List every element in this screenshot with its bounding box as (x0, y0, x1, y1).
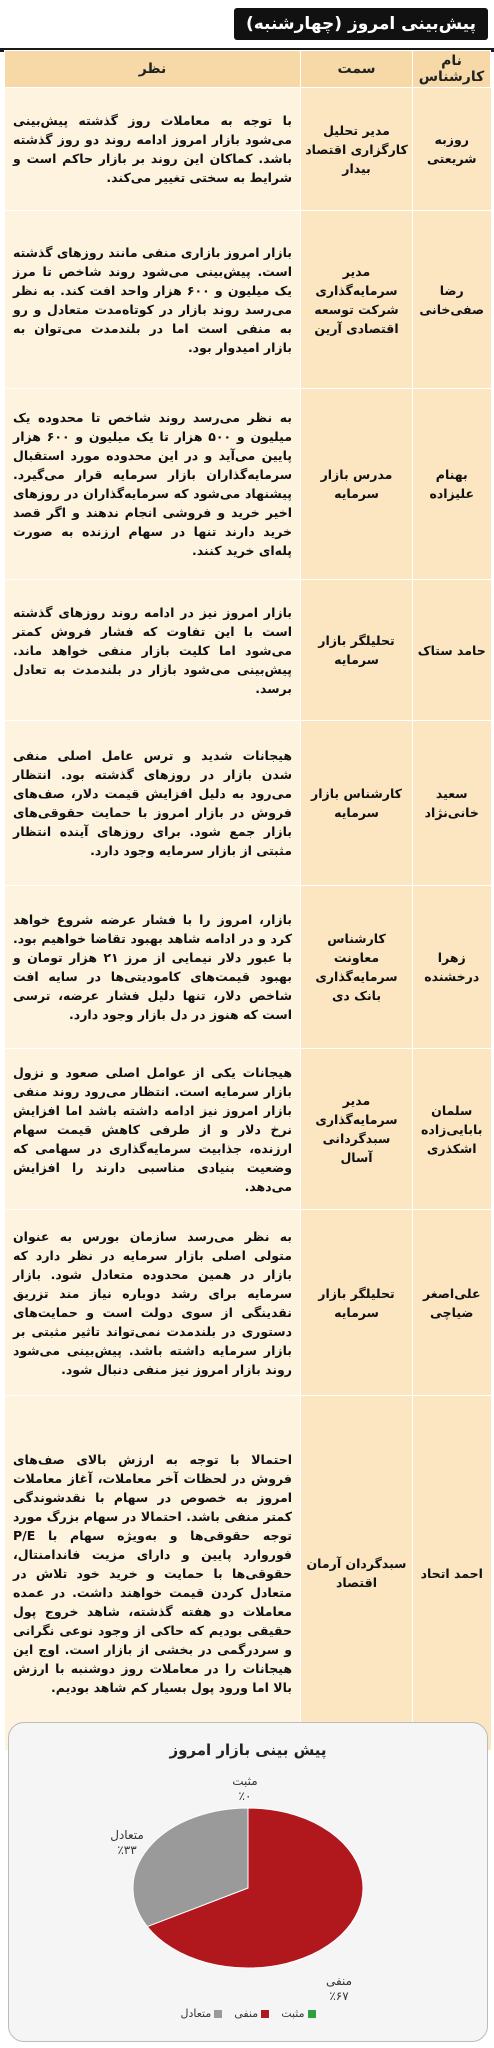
expert-name: رضا صفی‌خانی (413, 211, 491, 389)
table-header-row (5, 51, 491, 88)
slice-value-label-0: ٪۰ (238, 1789, 252, 1803)
expert-position: تحلیلگر بازار سرمایه (301, 1210, 413, 1396)
legend-item-1 (234, 2007, 269, 2020)
expert-position: کارشناس معاونت سرمایه‌گذاری بانک دی (301, 886, 413, 1049)
expert-view: بازار، امروز را با فشار عرضه شروع خواهد کرد و در ادامه شاهد بهبود تقاضا خواهیم بود. با عبور دلار نیمایی از مرز ۲۱ هزار تومان و بهبود قیمت‌های کامودیتی‌ها در سایه افت شاخص دلار، تنها دلیل فشار عرضه، ترسی است که هنوز در دل بازار وجود دارد. (5, 886, 301, 1049)
slice-value-label-2: ٪۳۳ (117, 1843, 137, 1857)
expert-position: مدیر سرمایه‌گذاری شرکت توسعه اقتصادی آرین (301, 211, 413, 389)
legend-label-2: متعادل (180, 2007, 212, 2020)
slice-value-label-1: ٪۶۷ (329, 1989, 349, 2003)
column-header-name: نام کارشناس (413, 51, 491, 88)
legend-item-0 (281, 2007, 315, 2020)
expert-name: روزبه شریعتی (413, 88, 491, 211)
expert-name: زهرا درخشنده (413, 886, 491, 1049)
slice-label-2: متعادل (110, 1828, 144, 1842)
legend-swatch-2 (214, 2010, 222, 2018)
expert-name: سلمان بابایی‌زاده اشکذری (413, 1049, 491, 1210)
forecast-pie-chart (8, 1722, 488, 2042)
column-header-view: نظر (5, 51, 301, 88)
legend-label-0: مثبت (281, 2007, 305, 2020)
expert-view: هیجانات شدید و ترس عامل اصلی منفی شدن بازار در روزهای گذشته بود. انتظار می‌رود به دلیل افزایش قیمت دلار، صف‌های فروش در بازار امروز با حمایت حقوقی‌های بازار جمع شود. برای روزهای آینده انتظار مثبتی از بازار سرمایه وجود دارد. (5, 721, 301, 886)
table-row (5, 721, 491, 886)
expert-name: بهنام علیزاده (413, 389, 491, 580)
table-row (5, 211, 491, 389)
header-bar (0, 0, 494, 52)
legend-label-1: منفی (234, 2007, 259, 2020)
pie-chart-svg (9, 1723, 487, 2041)
legend-swatch-1 (261, 2010, 269, 2018)
expert-position: مدیر تحلیل کارگزاری اقتصاد بیدار (301, 88, 413, 211)
expert-position: مدرس بازار سرمایه (301, 389, 413, 580)
expert-name: حامد ستاک (413, 580, 491, 721)
column-header-position: سمت (301, 51, 413, 88)
expert-position: مدیر سرمایه‌گذاری سبدگردانی آسال (301, 1049, 413, 1210)
expert-view: به نظر می‌رسد روند شاخص تا محدوده یک میلیون و ۵۰۰ هزار تا یک میلیون و ۶۰۰ هزار پایین می‌آید و در این محدوده مورد استقبال سرمایه‌گذاران بازار سرمایه قرار می‌گیرد. پیشنهاد می‌شود که سرمایه‌گذاران در روزهای اخیر خرید و فروشی انجام ندهند و اگر قصد خرید دارند تنها در سهام ارزنده به صورت پله‌ای خرید کنند. (5, 389, 301, 580)
expert-view: احتمالا با توجه به ارزش بالای صف‌های فروش در لحظات آخر معاملات، آغاز معاملات امروز به خصوص در سهام با نقدشوندگی کمتر منفی باشد. احتمالا در سهام بزرگ مورد توجه حقوقی‌ها و به‌ویژه سهام با P/E فوروارد پایین و دارای مزیت فاندامنتال، حقوقی‌ها با حمایت و خرید خود تلاش در متعادل کردن قیمت خواهند داشت. در عمده معاملات دو هفته گذشته، شاهد خروج پول حقیقی بودیم که حاکی از وجود نوعی نگرانی و سردرگمی در بخشی از بازار است. اوج این هیجانات را در معاملات روز دوشنبه با ارزش بالا اما ورود پول بسیار کم شاهد بودیم. (5, 1396, 301, 1751)
table-row (5, 389, 491, 580)
slice-label-1: منفی (325, 1974, 353, 1988)
legend-item-2 (180, 2007, 222, 2020)
expert-name: احمد اتحاد (413, 1396, 491, 1751)
expert-view: بازار امروز نیز در ادامه روند روزهای گذشته است با این تفاوت که فشار فروش کمتر می‌شود اما کلیت بازار منفی خواهد ماند. پیش‌بینی می‌شود بازار در بلندمدت به تعادل برسد. (5, 580, 301, 721)
expert-view: هیجانات یکی از عوامل اصلی صعود و نزول بازار سرمایه است. انتظار می‌رود روند منفی بازار امروز نیز ادامه داشته باشد اما افزایش نرخ دلار و از طرفی کاهش قیمت سهام ارزنده، جذابیت سرمایه‌گذاری در سهامی که وضعیت بنیادی مناسبی دارند را افزایش می‌دهد. (5, 1049, 301, 1210)
expert-position: سبدگردان آرمان اقتصاد (301, 1396, 413, 1751)
experts-table (4, 50, 491, 1751)
page-title: پیش‌بینی امروز (چهارشنبه) (234, 8, 488, 40)
expert-view: به نظر می‌رسد سازمان بورس به عنوان متولی اصلی بازار سرمایه در نظر دارد که بازار در همین محدوده متعادل شود. بازار سرمایه برای رشد دوباره نیاز مند تزریق نقدینگی از سوی دولت است و حمایت‌های دستوری در بلندمدت نمی‌تواند تاثیر مثبتی بر بازار سرمایه داشته باشد. پیش‌بینی می‌شود روند بازار امروز نیز منفی دنبال شود. (5, 1210, 301, 1396)
expert-position: تحلیلگر بازار سرمایه (301, 580, 413, 721)
table-row (5, 1396, 491, 1751)
table-row (5, 580, 491, 721)
expert-name: علی‌اصغر ضیاچی (413, 1210, 491, 1396)
table-row (5, 1049, 491, 1210)
expert-view: بازار امروز بازاری منفی مانند روزهای گذشته است. پیش‌بینی می‌شود روند شاخص تا مرز یک میلیون و ۶۰۰ هزار واحد افت کند. به نظر می‌رسد روند بازار در کوتاه‌مدت متعادل و رو به منفی است اما در بلندمدت می‌توان به بازار امیدوار بود. (5, 211, 301, 389)
table-row (5, 1210, 491, 1396)
expert-view: با توجه به معاملات روز گذشته پیش‌بینی می‌شود بازار امروز ادامه روند دو روز گذشته باشد. کماکان این روند بر بازار حاکم است و شرایط به سختی تغییر می‌کند. (5, 88, 301, 211)
table-row (5, 886, 491, 1049)
expert-position: کارشناس بازار سرمایه (301, 721, 413, 886)
legend-swatch-0 (308, 2010, 316, 2018)
slice-label-0: مثبت (232, 1774, 258, 1788)
table-row (5, 88, 491, 211)
chart-legend (9, 2007, 487, 2020)
expert-name: سعید خانی‌نژاد (413, 721, 491, 886)
chart-title: پیش بینی بازار امروز (169, 1741, 327, 1759)
